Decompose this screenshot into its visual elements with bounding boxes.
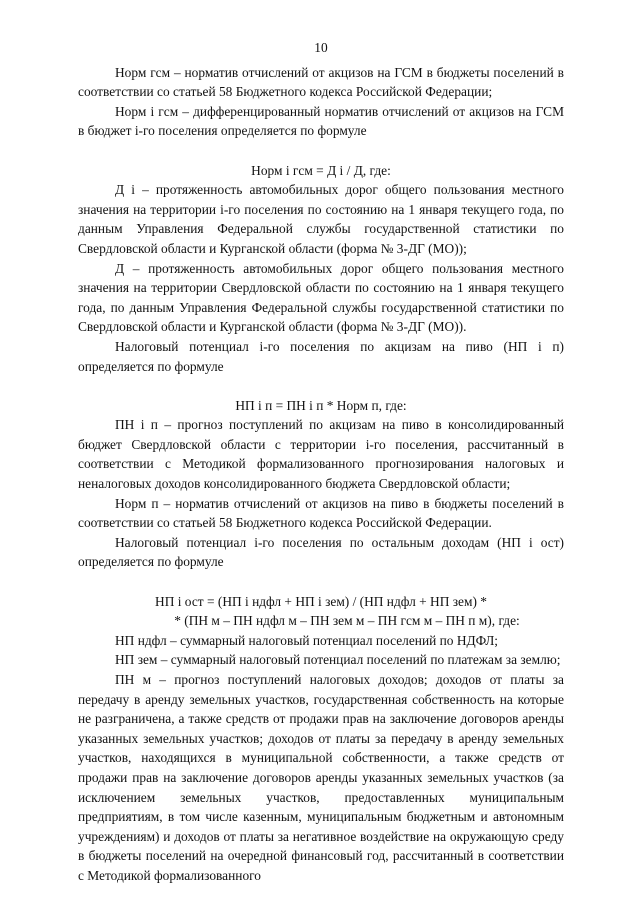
document-page (78, 38, 564, 886)
paragraph-pn-m-definition: ПН м – прогноз поступлений налоговых доходов; доходов от платы за передачу в аренду земельных участков, государственная собственность на которые не разграничена, а также средств от продажи прав на заключение договоров аренды указанных земельных участков; доходов от платы за передачу в аренду земельных участков, находящихся в муниципальной собственности, а также средств от продажи прав на заключение договоров аренды указанных земельных участков (за исключением земельных участков, предоставленных муниципальным предприятиям, в том числе казенным, муниципальным бюджетным и автономным учреждениям) и доходов от платы за негативное воздействие на окружающую среду в бюджеты поселений на очередной финансовый год, рассчитанный в соответствии с Методикой формализованного (78, 672, 564, 883)
paragraph-norm-gsm-definition: Норм гсм – норматив отчислений от акцизов на ГСМ в бюджеты поселений в соответствии со статьей 58 Бюджетного кодекса Российской Федерации; (78, 64, 564, 100)
page-number: 10 (314, 40, 328, 55)
formula-np-beer: НП i п = ПН i п * Норм п, где: (235, 397, 407, 413)
formula-norm-i-gsm: Норм i гсм = Д i / Д, где: (251, 162, 391, 178)
paragraph-d-i-definition: Д i – протяженность автомобильных дорог общего пользования местного значения на территории i-го поселения по состоянию на 1 января текущего года, по данным Управления Федеральной службы государственной статистики по Свердловской области и Курганской области (форма № 3-ДГ (МО)); (78, 182, 564, 256)
paragraph-d-definition: Д – протяженность автомобильных дорог общего пользования местного значения на территории Свердловской области по состоянию на 1 января текущего года, по данным Управления Федеральной службы государственной статистики по Свердловской области и Курганской области (форма № 3-ДГ (МО)). (78, 260, 564, 335)
paragraph-np-zem-definition: НП зем – суммарный налоговый потенциал поселений по платежам за землю; (115, 652, 561, 668)
paragraph-pn-i-p-definition: ПН i п – прогноз поступлений по акцизам на пиво в консолидированный бюджет Свердловской области с территории i-го поселения, рассчитанный в соответствии с Методикой формализованного прогнозирования налоговых и неналоговых доходов консолидированного бюджета Свердловской области; (78, 417, 564, 492)
paragraph-norm-p-definition: Норм п – норматив отчислений от акцизов на пиво в бюджеты поселений в соответствии со статьей 58 Бюджетного кодекса Российской Федерации. (78, 495, 564, 531)
paragraph-other-potential-intro: Налоговый потенциал i-го поселения по остальным доходам (НП i ост) определяется по формуле (78, 534, 564, 570)
formula-np-other-line-2: * (ПН м – ПН ндфл м – ПН зем м – ПН гсм м – ПН п м), где: (174, 613, 520, 629)
paragraph-beer-potential-intro: Налоговый потенциал i-го поселения по акцизам на пиво (НП i п) определяется по формуле (78, 338, 564, 374)
paragraph-norm-i-gsm-intro: Норм i гсм – дифференцированный норматив отчислений от акцизов на ГСМ в бюджет i-го поселения определяется по формуле (78, 103, 564, 139)
formula-np-other-line-1: НП i ост = (НП i ндфл + НП i зем) / (НП ндфл + НП зем) * (155, 593, 487, 609)
paragraph-np-ndfl-definition: НП ндфл – суммарный налоговый потенциал поселений по НДФЛ; (115, 632, 499, 648)
